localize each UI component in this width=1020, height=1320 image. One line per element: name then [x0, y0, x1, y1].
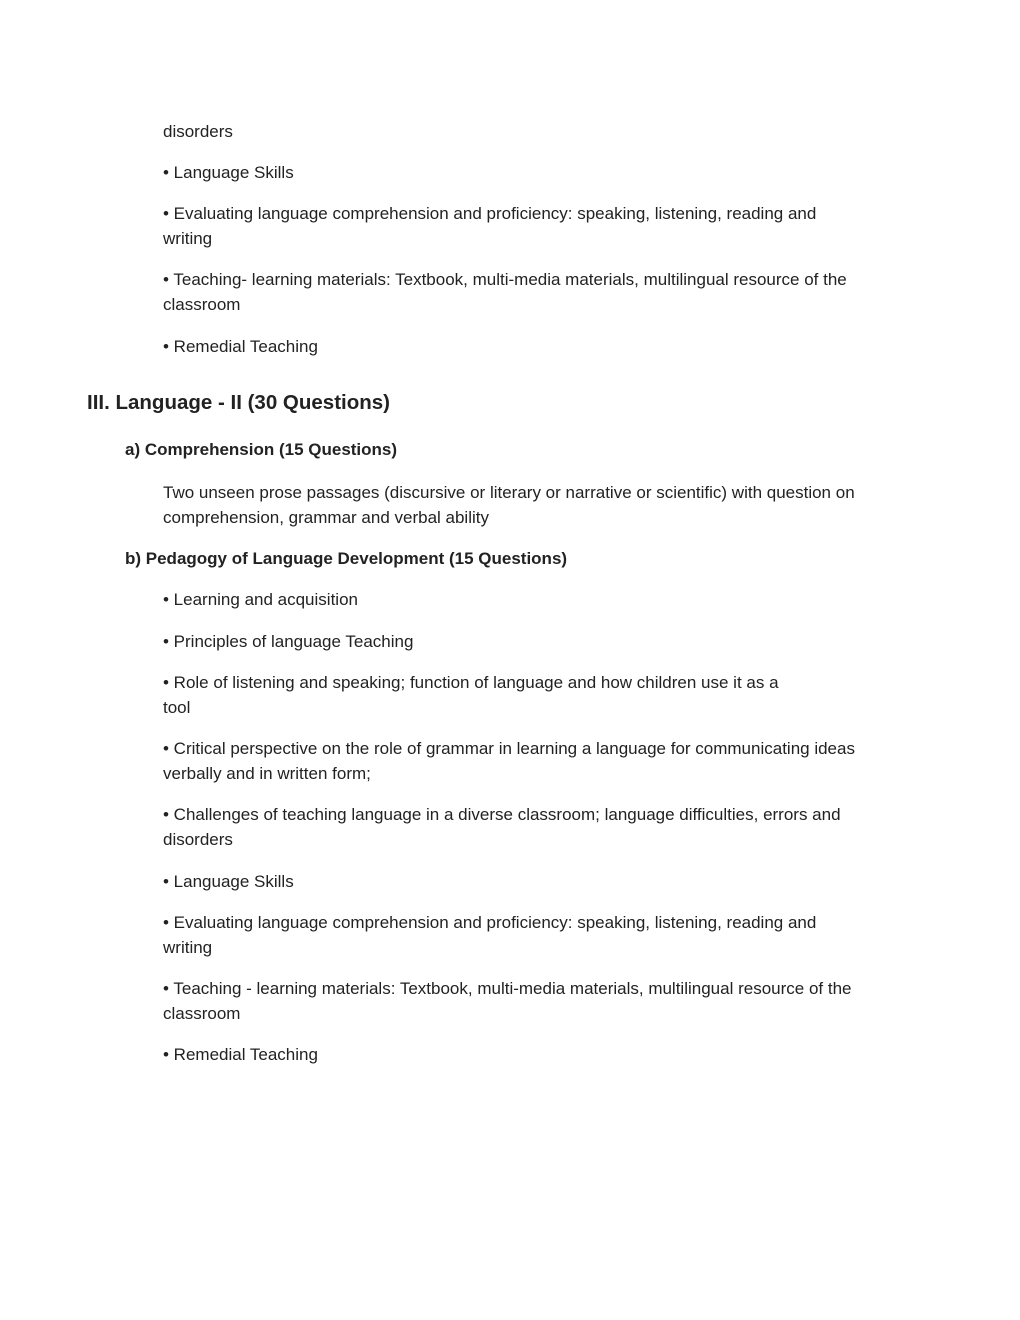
- subsection-heading-b: b) Pedagogy of Language Development (15 Questions): [125, 549, 568, 568]
- paragraph: Two unseen prose passages (discursive or literary or narrative or scientific) with question on comprehension, grammar and verbal ability: [163, 483, 855, 527]
- list-item: • Learning and acquisition: [163, 590, 358, 609]
- list-item: • Remedial Teaching: [163, 337, 318, 356]
- list-item: disorders: [163, 122, 233, 141]
- list-item: • Evaluating language comprehension and proficiency: speaking, listening, reading and writing: [163, 204, 817, 248]
- list-item: • Role of listening and speaking; function of language and how children use it as a tool: [163, 673, 779, 717]
- list-item: • Principles of language Teaching: [163, 632, 414, 651]
- list-item: • Critical perspective on the role of grammar in learning a language for communicating ideas verbally and in written form;: [163, 739, 855, 783]
- list-item: • Remedial Teaching: [163, 1045, 318, 1064]
- list-item: • Language Skills: [163, 163, 294, 182]
- list-item: • Teaching- learning materials: Textbook, multi-media materials, multilingual resource of the classroom: [163, 270, 847, 314]
- section-heading: III. Language - II (30 Questions): [87, 391, 390, 414]
- subsection-heading-a: a) Comprehension (15 Questions): [125, 440, 398, 459]
- list-item: • Challenges of teaching language in a diverse classroom; language difficulties, errors and disorders: [163, 805, 841, 849]
- list-item: • Language Skills: [163, 872, 294, 891]
- list-item: • Evaluating language comprehension and proficiency: speaking, listening, reading and writing: [163, 913, 817, 957]
- list-item: • Teaching - learning materials: Textbook, multi-media materials, multilingual resource of the classroom: [163, 979, 852, 1023]
